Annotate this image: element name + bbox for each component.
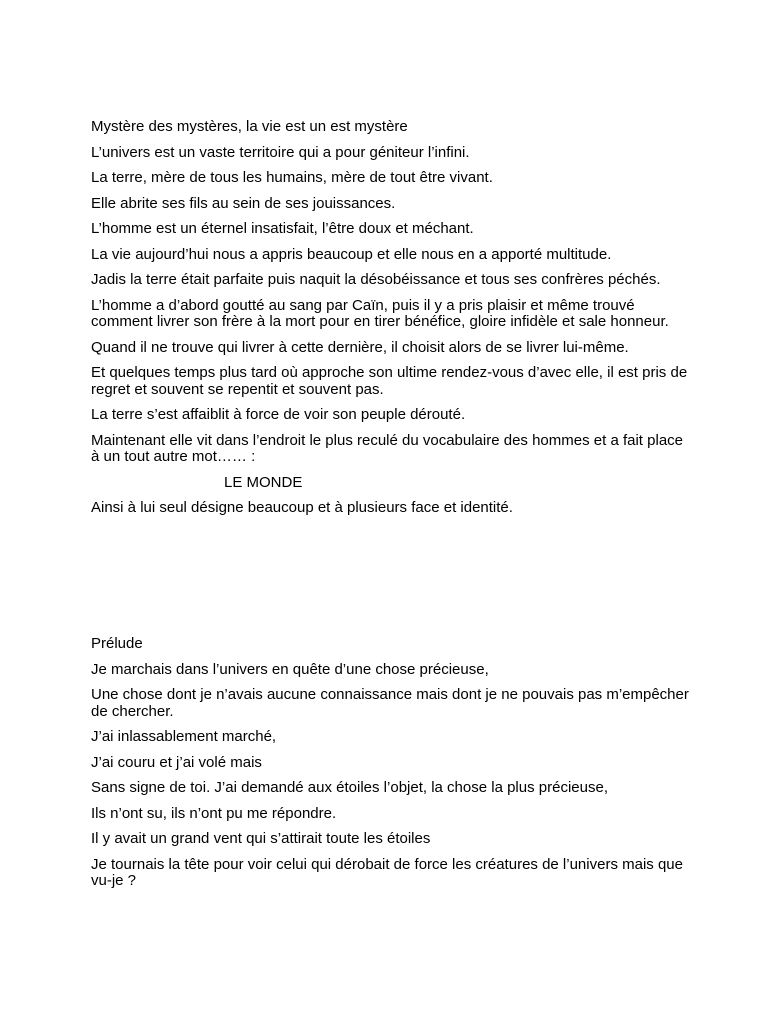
intro-paragraph: Quand il ne trouve qui livrer à cette dernière, il choisit alors de se livrer lui-même. xyxy=(91,338,629,356)
prelude-line: J’ai couru et j’ai volé mais xyxy=(91,753,262,771)
intro-paragraph: La terre s’est affaiblit à force de voir son peuple dérouté. xyxy=(91,406,466,423)
intro-closing: Ainsi à lui seul désigne beaucoup et à plusieurs face et identité. xyxy=(91,499,513,516)
intro-paragraph: Jadis la terre était parfaite puis naquit la désobéissance et tous ses confrères péchés. xyxy=(91,271,661,288)
prelude-line: Une chose dont je n’avais aucune connaissance mais dont je ne pouvais pas m’empêcher de chercher. xyxy=(91,686,689,720)
intro-paragraph: L’homme a d’abord goutté au sang par Caïn, puis il y a pris plaisir et même trouvé comment livrer son frère à la mort pour en tirer bénéfice, gloire infidèle et sale honneur. xyxy=(91,296,669,330)
prelude-line: Je tournais la tête pour voir celui qui dérobait de force les créatures de l’univers mais que vu-je ? xyxy=(91,855,683,889)
intro-paragraph: Mystère des mystères, la vie est un est mystère xyxy=(91,118,408,135)
prelude-title: Prélude xyxy=(91,635,143,652)
prelude-line: Sans signe de toi. J’ai demandé aux étoiles l’objet, la chose la plus précieuse, xyxy=(91,779,608,796)
prelude-line: Ils n’ont su, ils n’ont pu me répondre. xyxy=(91,804,337,822)
intro-paragraph: Elle abrite ses fils au sein de ses jouissances. xyxy=(91,194,396,212)
intro-paragraph: L’homme est un éternel insatisfait, l’être doux et méchant. xyxy=(91,220,474,237)
intro-paragraph: L’univers est un vaste territoire qui a pour géniteur l’infini. xyxy=(91,143,470,161)
intro-paragraph: Maintenant elle vit dans l’endroit le plus reculé du vocabulaire des hommes et a fait place à un tout autre mot…… : xyxy=(91,431,684,465)
prelude-line: J’ai inlassablement marché, xyxy=(91,728,277,745)
prelude-section xyxy=(91,636,691,899)
centered-heading: LE MONDE xyxy=(224,473,303,491)
intro-section xyxy=(91,119,691,526)
prelude-line: Il y avait un grand vent qui s’attirait toute les étoiles xyxy=(91,830,431,847)
prelude-line: Je marchais dans l’univers en quête d’une chose précieuse, xyxy=(91,660,489,678)
intro-paragraph: La terre, mère de tous les humains, mère de tout être vivant. xyxy=(91,169,493,186)
intro-paragraph: Et quelques temps plus tard où approche son ultime rendez-vous d’avec elle, il est pris de regret et souvent se repentit et souvent pas. xyxy=(91,364,688,398)
intro-paragraph: La vie aujourd’hui nous a appris beaucoup et elle nous en a apporté multitude. xyxy=(91,245,612,263)
